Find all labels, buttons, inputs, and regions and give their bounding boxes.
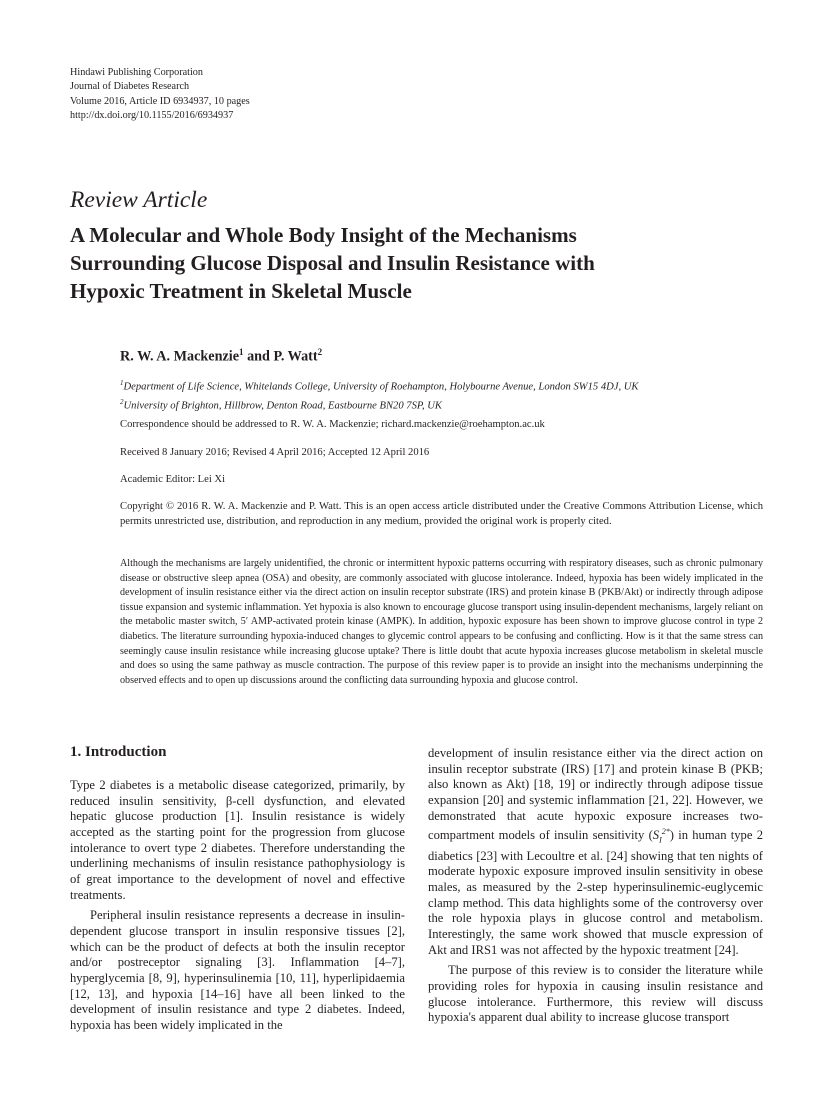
affiliation-marker: 2 bbox=[317, 347, 323, 357]
author-joiner: and bbox=[243, 348, 274, 365]
paragraph-text: ) in human type 2 diabetics [23] with Lecoultre et al. [24] showing that ten nights of moderate hypoxic exposure improved insulin sensitivity in obese males, as measured by the 2-step hyperinsulinemic-euglycemic clamp method. This data highlights some of the controversy over the role hypoxia plays in glucose control and metabolism. Interestingly, the same work showed that muscle expression of Akt and IRS1 was not affected by the hypoxic treatment [24]. bbox=[428, 828, 763, 957]
affiliation-marker: 1 bbox=[239, 347, 244, 357]
affiliation-text: Department of Life Science, Whitelands College, University of Roehampton, Holybourne Avenue, London SW15 4DJ, UK bbox=[123, 381, 639, 393]
section-heading: 1. Introduction bbox=[70, 744, 167, 760]
article-title bbox=[70, 221, 770, 305]
doi-link[interactable]: http://dx.doi.org/10.1155/2016/6934937 bbox=[70, 109, 234, 121]
affiliation bbox=[120, 376, 760, 395]
paragraph-text: development of insulin resistance either via the direct action on insulin receptor substrate (IRS) [17] and protein kinase B (PKB; also known as Akt) [18, 19] or indirectly through adipose tissue expansion [20] and systemic inflammation [21, 22]. However, we demonstrated that acute hypoxic exposure increases two-compartment models of insulin sensitivity ( bbox=[428, 746, 763, 843]
journal-name: Journal of Diabetes Research bbox=[70, 81, 190, 93]
volume-info: Volume 2016, Article ID 6934937, 10 pages bbox=[70, 95, 250, 107]
publisher-name: Hindawi Publishing Corporation bbox=[70, 67, 203, 78]
abstract: Although the mechanisms are largely unidentified, the chronic or intermittent hypoxic patterns occurring with respiratory diseases, such as chronic pulmonary disease or obstructive sleep apnea (OSA) and obesity, are commonly associated with glucose intolerance. Indeed, hypoxia has been widely implicated in the development of insulin resistance either via the direct action on insulin receptor substrate (IRS) and protein kinase B (PKB/Akt) or indirectly through adipose tissue expansion and systemic inflammation. Yet hypoxia is also known to encourage glucose transport using insulin-dependent mechanisms, largely reliant on the metabolic master switch, 5′ AMP-activated protein kinase (AMPK). In addition, hypoxic exposure has been shown to improve glucose control in type 2 diabetics. The literature surrounding hypoxia-induced changes to glycemic control appears to be confusing and conflicting. How is it that the same stress can seemingly cause insulin resistance while increasing glucose uptake? There is little doubt that acute hypoxia increases glucose metabolism in skeletal muscle and does so using the same pathway as muscle contraction. The purpose of this review paper is to provide an insight into the mechanisms underpinning the observed effects and to open up discussions around the conflicting data surrounding hypoxia and glucose control. bbox=[120, 558, 763, 686]
title-line: A Molecular and Whole Body Insight of the Mechanisms bbox=[70, 223, 577, 247]
affiliation bbox=[120, 395, 760, 414]
article-type: Review Article bbox=[70, 187, 208, 213]
title-line: Hypoxic Treatment in Skeletal Muscle bbox=[70, 279, 412, 303]
affiliation-marker: 1 bbox=[120, 379, 124, 387]
author-name: R. W. A. Mackenzie bbox=[120, 348, 240, 365]
author-name: P. Watt bbox=[273, 348, 318, 365]
paragraph: The purpose of this review is to consider the literature while providing roles for hypoxia in causing insulin resistance and glucose intolerance. Furthermore, this review will discuss hypoxia's apparent dual ability to increase glucose transport bbox=[428, 963, 763, 1025]
copyright-notice: Copyright © 2016 R. W. A. Mackenzie and P. Watt. This is an open access article distributed under the Creative Commons Attribution License, which permits unrestricted use, distribution, and reproduction in any medium, provided the original work is properly cited. bbox=[120, 501, 763, 527]
affiliation-marker: 2 bbox=[120, 397, 124, 406]
paragraph bbox=[428, 746, 763, 958]
paragraph: Type 2 diabetes is a metabolic disease categorized, primarily, by reduced insulin sensitivity, β-cell dysfunction, and elevated hepatic glucose production [1]. Insulin resistance is widely accepted as the starting point for the progression from glucose intolerance to overt type 2 diabetes. Therefore understanding the underlining mechanisms of insulin resistance pathophysiology is of great importance to the development of novel and effective treatments. bbox=[70, 778, 405, 902]
affiliations bbox=[120, 376, 760, 413]
publication-dates: Received 8 January 2016; Revised 4 April 2016; Accepted 12 April 2016 bbox=[120, 447, 430, 458]
math-symbol: $S_I^{2*}$ bbox=[652, 827, 670, 845]
journal-info bbox=[70, 66, 470, 123]
paragraph: Peripheral insulin resistance represents a decrease in insulin-dependent glucose transport in insulin responsive tissues [2], which can be the product of defects at both the insulin receptor and/or postreceptor signaling [3]. Inflammation [4–7], hyperglycemia [8, 9], hyperinsulinemia [10, 11], hyperlipidaemia [12, 13], and hypoxia [14–16] have all been linked to the development of insulin resistance and type 2 diabetes. Indeed, hypoxia has been widely implicated in the bbox=[70, 908, 405, 1032]
title-line: Surrounding Glucose Disposal and Insulin Resistance with bbox=[70, 251, 595, 275]
author-list bbox=[120, 347, 322, 366]
correspondence: Correspondence should be addressed to R. W. A. Mackenzie; richard.mackenzie@roehampton.ac.uk bbox=[120, 419, 545, 430]
right-column bbox=[428, 746, 763, 1026]
left-column bbox=[70, 778, 405, 1034]
academic-editor: Academic Editor: Lei Xi bbox=[120, 474, 226, 485]
affiliation-text: University of Brighton, Hillbrow, Denton Road, Eastbourne BN20 7SP, UK bbox=[123, 400, 442, 412]
